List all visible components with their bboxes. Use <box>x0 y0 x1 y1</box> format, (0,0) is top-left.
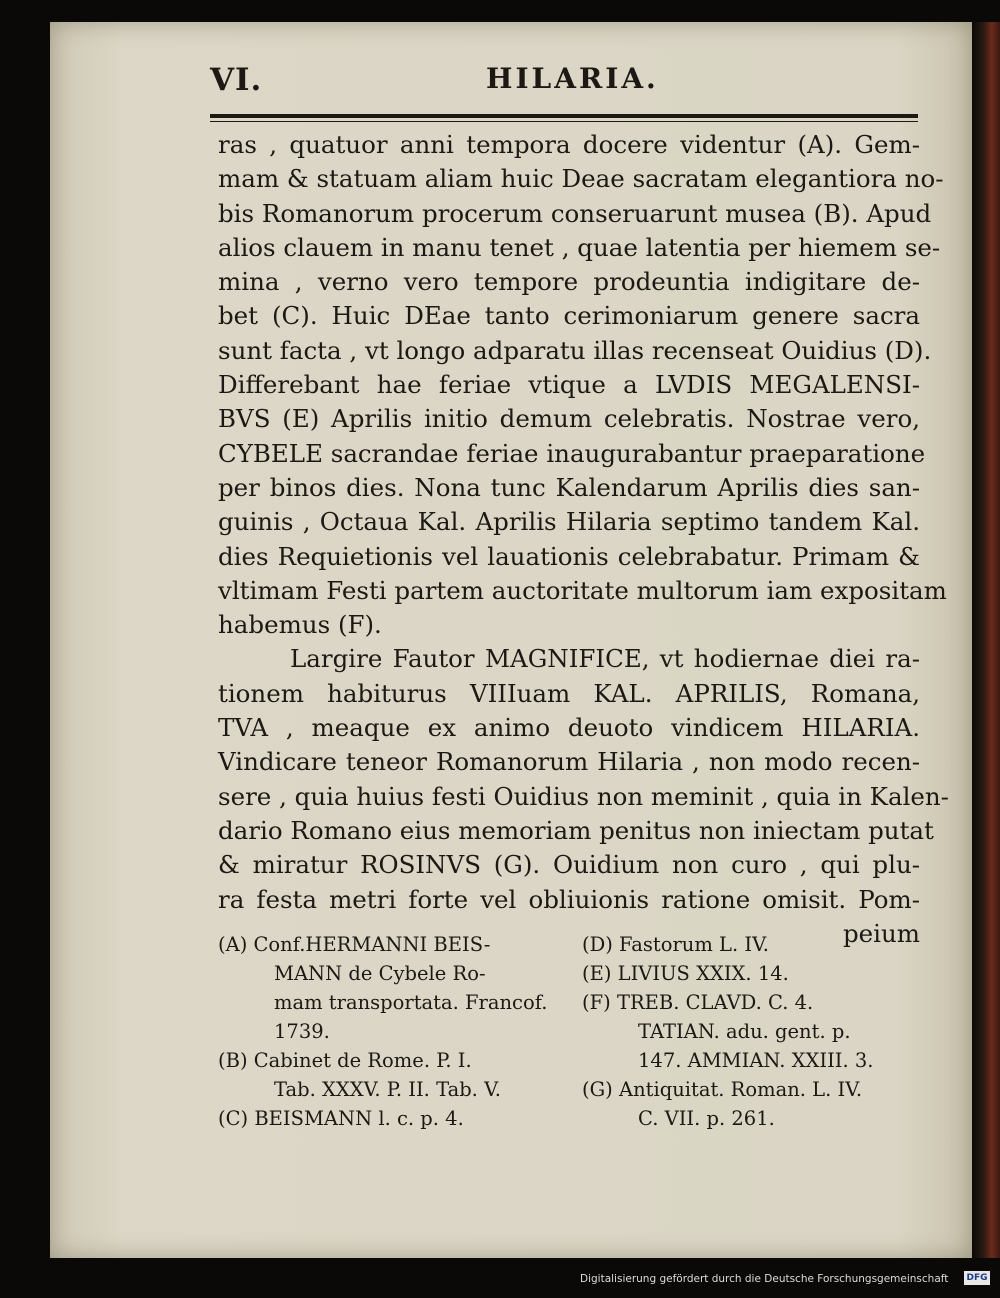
text-line: alios clauem in manu tenet , quae latentia per hiemem se- <box>218 232 941 262</box>
text-line: Vindicare teneor Romanorum Hilaria , non modo recen- <box>218 747 920 777</box>
text-line: CYBELE sacrandae feriae inaugurabantur praeparatione <box>218 438 926 468</box>
footnote-line: C. VII. p. 261. <box>638 1107 775 1130</box>
running-head: HILARIA. <box>486 62 659 95</box>
text-line: TVA , meaque ex animo deuoto vindicem HILARIA. <box>218 713 920 743</box>
footnote-line: (A) Conf.HERMANNI BEIS- <box>218 933 491 956</box>
text-line: Largire Fautor MAGNIFICE, vt hodiernae diei ra- <box>290 644 920 674</box>
text-line: BVS (E) Aprilis initio demum celebratis. Nostrae vero, <box>218 404 920 434</box>
footnote-line: MANN de Cybele Ro- <box>274 962 486 985</box>
footnotes-left <box>218 930 568 1133</box>
footnote-line: 147. AMMIAN. XXIII. 3. <box>638 1049 874 1072</box>
book-edge <box>972 22 1000 1258</box>
text-line: ras , quatuor anni tempora docere videntur (A). Gem- <box>218 130 920 159</box>
text-line: per binos dies. Nona tunc Kalendarum Aprilis dies san- <box>218 472 920 502</box>
text-line: bis Romanorum procerum conseruarunt musea (B). Apud <box>218 198 932 228</box>
footnote-line: Tab. XXXV. P. II. Tab. V. <box>274 1078 501 1101</box>
text-line: habemus (F). <box>218 610 382 640</box>
page-header <box>210 62 920 108</box>
body-text <box>218 128 949 951</box>
text-line: sunt facta , vt longo adparatu illas recenseat Ouidius (D). <box>218 335 932 365</box>
text-line: & miratur ROSINVS (G). Ouidium non curo , qui plu- <box>218 850 920 880</box>
text-line: vltimam Festi partem auctoritate multorum iam expositam <box>218 575 947 605</box>
catchword: peium <box>842 918 920 948</box>
text-line: guinis , Octaua Kal. Aprilis Hilaria septimo tandem Kal. <box>218 507 920 537</box>
dfg-logo: DFG <box>964 1271 990 1285</box>
header-rule-thick <box>210 114 918 118</box>
page-number: VI. <box>210 62 263 98</box>
text-line: mina , verno vero tempore prodeuntia indigitare de- <box>218 267 920 297</box>
footnote-line: (D) Fastorum L. IV. <box>582 933 769 956</box>
footnote-line: (C) BEISMANN l. c. p. 4. <box>218 1107 464 1130</box>
text-line: ra festa metri forte vel obliuionis ratione omisit. Pom- <box>218 884 920 914</box>
footnote-line: (E) LIVIUS XXIX. 14. <box>582 962 789 985</box>
footnote-line: mam transportata. Francof. <box>274 991 548 1014</box>
digitization-credit: Digitalisierung gefördert durch die Deutsche Forschungsgemeinschaft <box>580 1273 949 1285</box>
text-line: tionem habiturus VIIIuam KAL. APRILIS, Romana, <box>218 678 920 708</box>
footnote-line: TATIAN. adu. gent. p. <box>638 1020 851 1043</box>
footnote-line: 1739. <box>274 1020 330 1043</box>
text-line: mam & statuam aliam huic Deae sacratam elegantiora no- <box>218 164 944 194</box>
text-line: bet (C). Huic DEae tanto cerimoniarum genere sacra <box>218 301 920 331</box>
text-line: sere , quia huius festi Ouidius non meminit , quia in Kalen- <box>218 781 949 811</box>
text-line: dario Romano eius memoriam penitus non iniectam putat <box>218 815 934 845</box>
footnote-line: (B) Cabinet de Rome. P. I. <box>218 1049 472 1072</box>
text-line: Differebant hae feriae vtique a LVDIS MEGALENSI- <box>218 370 920 400</box>
text-line: dies Requietionis vel lauationis celebrabatur. Primam & <box>218 541 920 571</box>
footnotes-right <box>582 930 922 1133</box>
footnote-line: (G) Antiquitat. Roman. L. IV. <box>582 1078 863 1101</box>
footnote-line: (F) TREB. CLAVD. C. 4. <box>582 991 814 1014</box>
header-rule-thin <box>210 121 918 122</box>
